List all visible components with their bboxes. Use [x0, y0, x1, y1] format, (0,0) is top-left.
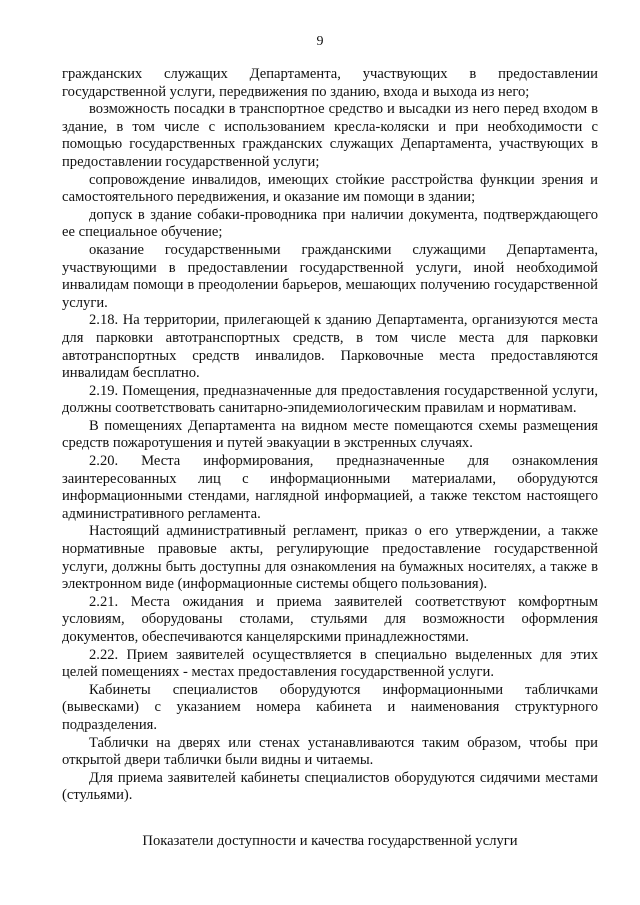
page-number: 9	[316, 34, 324, 49]
paragraph-boarding-assistance: возможность посадки в транспортное средство и высадки из него перед входом в здание, в том числе с использованием кресла-коляски и при необходимости с помощью государственных гражданских служащих Департамента, участвующих в предоставлении государственной услуги;	[62, 101, 598, 170]
paragraph-2-22: 2.22. Прием заявителей осуществляется в специально выделенных для этих целей помещениях - местах предоставления государственной услуги.	[62, 646, 598, 681]
paragraph-sign-placement: Таблички на дверях или стенах устанавливаются таким образом, чтобы при открытой двери таблички были видны и читаемы.	[62, 734, 598, 769]
paragraph-seating: Для приема заявителей кабинеты специалистов оборудуются сидячими местами (стульями).	[62, 769, 598, 804]
paragraph-escort: сопровождение инвалидов, имеющих стойкие расстройства функции зрения и самостоятельного передвижения, и оказание им помощи в здании;	[62, 171, 598, 206]
section-heading: Показатели доступности и качества государственной услуги	[142, 832, 518, 849]
paragraph-evacuation-schemes: В помещениях Департамента на видном месте помещаются схемы размещения средств пожаротушения и путей эвакуации в экстренных случаях.	[62, 417, 598, 452]
paragraph-regulation-access: Настоящий административный регламент, приказ о его утверждении, а также нормативные правовые акты, регулирующие предоставление государственной услуги, должны быть доступны для ознакомления на бумажных носителях, а также в электронном виде (информационные системы общего пользования).	[62, 523, 598, 593]
paragraph-2-21: 2.21. Места ожидания и приема заявителей соответствуют комфортным условиям, оборудованы столами, стульями для возможности оформления документов, обеспечиваются канцелярскими принадлежностями.	[62, 593, 598, 645]
paragraph-2-19: 2.19. Помещения, предназначенные для предоставления государственной услуги, должны соответствовать санитарно-эпидемиологическим правилам и нормативам.	[62, 382, 598, 417]
paragraph-continuation: гражданских служащих Департамента, участвующих в предоставлении государственной услуги, передвижения по зданию, входа и выхода из него;	[62, 66, 598, 100]
paragraph-2-20: 2.20. Места информирования, предназначенные для ознакомления заинтересованных лиц с информационными материалами, оборудуются информационными стендами, наглядной информацией, а также текстом настоящего административного регламента.	[62, 453, 598, 522]
paragraph-2-18: 2.18. На территории, прилегающей к зданию Департамента, организуются места для парковки автотранспортных средств, в том числе места для парковки автотранспортных средств инвалидов. Парковочные места предоставляются инвалидам бесплатно.	[62, 312, 598, 382]
paragraph-other-assistance: оказание государственными гражданскими служащими Департамента, участвующими в предоставлении государственной услуги, иной необходимой инвалидам помощи в преодолении барьеров, мешающих получению государственной услуги.	[62, 241, 598, 311]
paragraph-guide-dog: допуск в здание собаки-проводника при наличии документа, подтверждающего ее специальное обучение;	[62, 206, 598, 241]
document-body	[62, 66, 598, 851]
paragraph-office-signs: Кабинеты специалистов оборудуются информационными табличками (вывесками) с указанием номера кабинета и наименования структурного подразделения.	[62, 681, 598, 733]
